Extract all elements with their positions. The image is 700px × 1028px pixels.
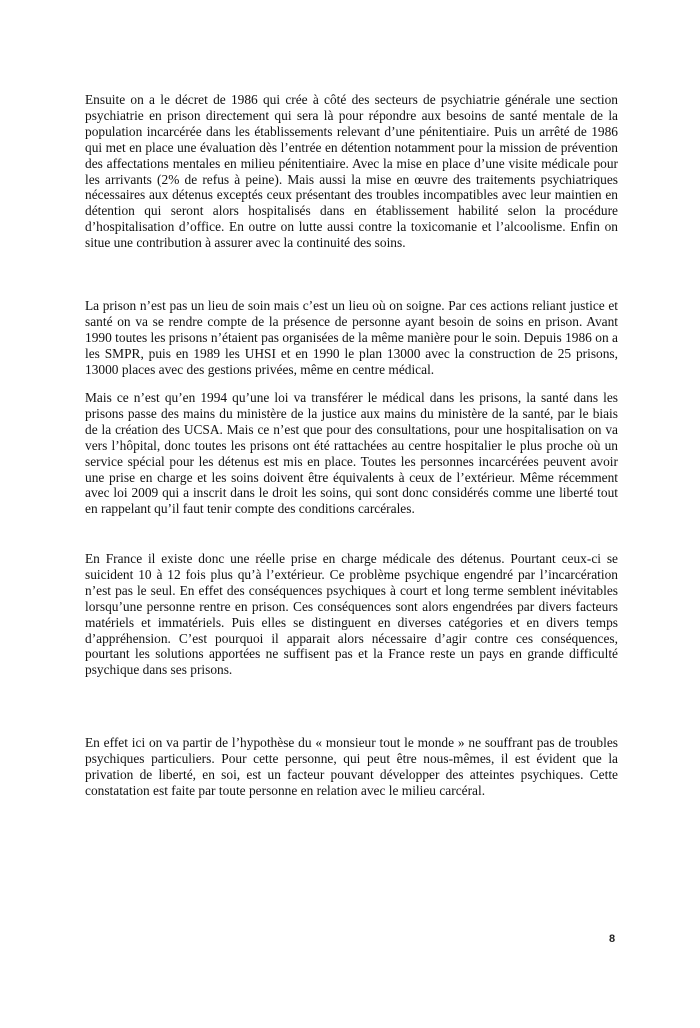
- paragraph-france-prise-en-charge: En France il existe donc une réelle prise en charge médicale des détenus. Pourtant ceux-ci se suicident 10 à 12 fois plus qu’à l’extérieur. Ce problème psychique engendré par l’incarcération n’est pas le seul. En effet des conséquences psychiques à court et long terme semblent inévitables lorsqu’une personne rentre en prison. Ces conséquences sont alors engendrées par divers facteurs matériels et immatériels. Puis elles se distinguent en diverses catégories et en divers temps d’appréhension. C’est pourquoi il apparait alors nécessaire d’agir contre ces conséquences, pourtant les solutions apportées ne suffisent pas et la France reste un pays en grande difficulté psychique dans ses prisons.: [85, 551, 618, 678]
- paragraph-hypothese: En effet ici on va partir de l’hypothèse du « monsieur tout le monde » ne souffrant pas de troubles psychiques particuliers. Pour cette personne, qui peut être nous-mêmes, il est évident que la privation de liberté, en soi, est un facteur pouvant développer des atteintes psychiques. Cette constatation est faite par toute personne en relation avec le milieu carcéral.: [85, 735, 618, 798]
- paragraph-loi-1994: Mais ce n’est qu’en 1994 qu’une loi va transférer le médical dans les prisons, la santé dans les prisons passe des mains du ministère de la justice aux mains du ministère de la santé, par le biais de la création des UCSA. Mais ce n’est que pour des consultations, pour une hospitalisation on va vers l’hôpital, donc toutes les prisons ont été rattachées au centre hospitalier le plus proche où un service spécial pour les détenus est mis en place. Toutes les personnes incarcérées peuvent avoir une prise en charge et les soins doivent être équivalents à ceux de l’extérieur. Même récemment avec loi 2009 qui a inscrit dans le droit les soins, qui sont donc considérés comme une liberté tout en rappelant qu’il faut tenir compte des conditions carcérales.: [85, 390, 618, 517]
- page-number: 8: [609, 933, 616, 945]
- paragraph-decret-1986: Ensuite on a le décret de 1986 qui crée à côté des secteurs de psychiatrie générale une section psychiatrie en prison directement qui sera là pour répondre aux besoins de santé mentale de la population incarcérée dans les établissements relevant d’une pénitentiaire. Puis un arrêté de 1986 qui met en place une évaluation dès l’entrée en détention notamment pour la mission de prévention des affectations mentales en milieu pénitentiaire. Avec la mise en place d’une visite médicale pour les arrivants (2% de refus à peine). Mais aussi la mise en œuvre des traitements psychiatriques nécessaires aux détenus exceptés ceux présentant des troubles incompatibles avec leur maintien en détention qui seront alors hospitalisés dans en établissement habilité selon la procédure d’hospitalisation d’office. En outre on lutte aussi contre la toxicomanie et l’alcoolisme. Enfin on situe une contribution à assurer avec la continuité des soins.: [85, 92, 618, 251]
- paragraph-lieu-de-soin: La prison n’est pas un lieu de soin mais c’est un lieu où on soigne. Par ces actions reliant justice et santé on va se rendre compte de la présence de personne ayant besoin de soins en prison. Avant 1990 toutes les prisons n’étaient pas organisées de la même manière pour le soin. Depuis 1986 on a les SMPR, puis en 1989 les UHSI et en 1990 le plan 13000 avec la construction de 25 prisons, 13000 places avec des gestions privées, même en centre médical.: [85, 298, 618, 377]
